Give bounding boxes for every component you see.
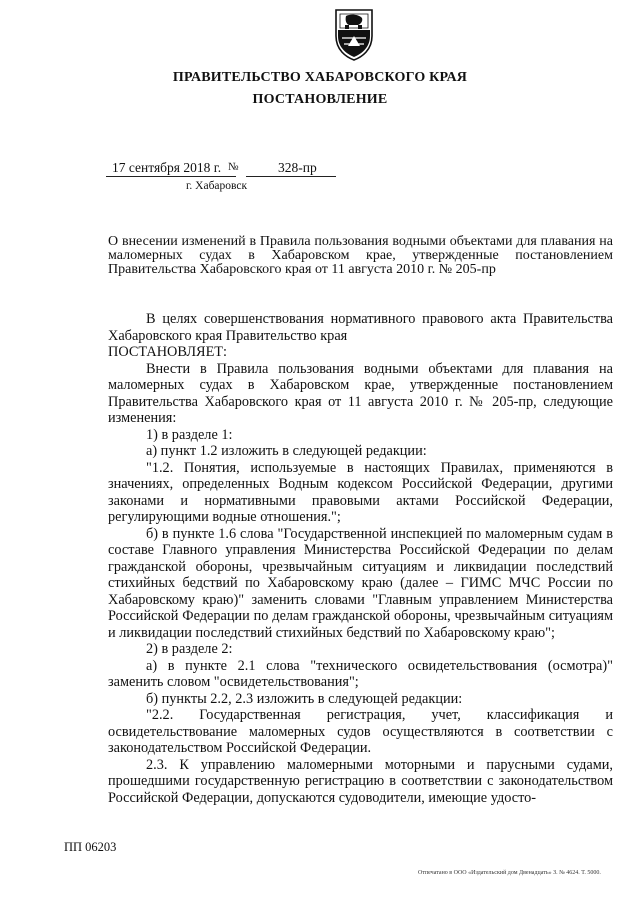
organization-title: ПРАВИТЕЛЬСТВО ХАБАРОВСКОГО КРАЯ (172, 70, 468, 85)
document-date: 17 сентября 2018 г. (112, 160, 222, 175)
body-paragraph: а) в пункте 2.1 слова "технического освидетельствования (осмотра)" заменить словом "освидетельствования"; (108, 657, 613, 690)
body-paragraph: "2.2. Государственная регистрация, учет, классификация и освидетельствование маломерных судов осуществляются в соответствии с законодательством Российской Федерации. (108, 707, 613, 756)
printer-imprint: Отпечатано в ООО «Издательский дом Двенадцать» З. № 4624. Т. 5000. (418, 870, 601, 876)
document-type-title: ПОСТАНОВЛЕНИЕ (252, 92, 388, 107)
coat-of-arms-emblem (332, 6, 376, 62)
number-underline (246, 176, 336, 177)
date-underline (106, 176, 236, 177)
number-label: № (228, 161, 239, 173)
document-subject: О внесении изменений в Правила пользования водными объектами для плавания на маломерных судах в Хабаровском крае, утвержденные постановлением Правительства Хабаровского края от 11 августа 2010 г. № 205-пр (108, 234, 613, 277)
document-number: 328-пр (278, 160, 317, 175)
resolve-heading: ПОСТАНОВЛЯЕТ: (108, 344, 228, 360)
document-body (108, 311, 613, 806)
body-paragraph: 2) в разделе 2: (146, 641, 233, 657)
body-paragraph: 2.3. К управлению маломерными моторными и парусными судами, прошедшими государственную регистрацию в соответствии с законодательством Российской Федерации, допускаются судоводители, имеющие удосто- (108, 756, 613, 806)
body-paragraph: а) пункт 1.2 изложить в следующей редакции: (146, 443, 427, 459)
body-paragraph: 1) в разделе 1: (146, 426, 233, 443)
body-paragraph: б) пункты 2.2, 2.3 изложить в следующей редакции: (146, 690, 463, 707)
body-paragraph: "1.2. Понятия, используемые в настоящих Правилах, применяются в значениях, определенных Водным кодексом Российской Федерации, другими законами и нормативными правовыми актами Российской Федерации, регулирующими водные отношения."; (108, 459, 613, 525)
body-paragraph: б) в пункте 1.6 слова "Государственной инспекцией по маломерным судам в составе Главного управления Министерства Российской Федерации по делам гражданской обороны, чрезвычайным ситуациям и ликвидации последствий стихийных бедствий по Хабаровскому краю (далее – ГИМС МЧС России по Хабаровскому краю)" заменить словами "Главным управлением Министерства Российской Федерации по делам гражданской обороны, чрезвычайным ситуациям и ликвидации последствий стихийных бедствий по Хабаровскому краю"; (108, 525, 613, 641)
document-code: ПП 06203 (64, 840, 117, 854)
body-paragraph: Внести в Правила пользования водными объектами для плавания на маломерных судах в Хабаровском крае, утвержденные постановлением Правительства Хабаровского края от 11 августа 2010 г. № 205-пр, следующие изменения: (108, 360, 613, 426)
body-paragraph: В целях совершенствования нормативного правового акта Правительства Хабаровского края Правительство края (108, 311, 613, 344)
document-city: г. Хабаровск (186, 180, 248, 192)
